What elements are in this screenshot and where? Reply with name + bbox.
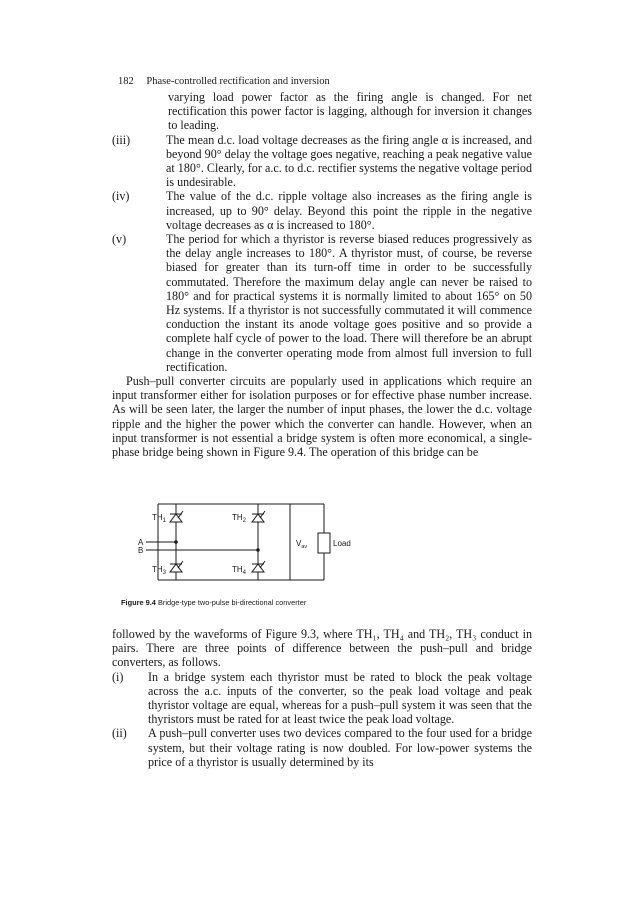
list-item: [112, 232, 532, 374]
bridge-circuit-diagram: [112, 498, 532, 598]
list-item-label: (v): [112, 232, 127, 247]
list-item: [112, 189, 532, 232]
input-a-label: A: [138, 538, 144, 547]
load-resistor: [318, 533, 330, 553]
top-text-block: [112, 90, 532, 459]
body-paragraph: Push–pull converter circuits are popularly used in applications which require an input transformer either for isolation purposes or for effective phase number increase. As will be seen later, the larger the number of input phases, the lower the d.c. voltage ripple and the higher the power which the converter can handle. However, when an input transformer is not essential a bridge system is often more economical, a single-phase bridge being shown in Figure 9.4. The operation of this bridge can be: [112, 374, 532, 460]
list-item-label: (iii): [112, 132, 131, 147]
list-item-text: The value of the d.c. ripple voltage also increases as the firing angle is increased, up to 90° delay. Beyond this point the ripple in the negative voltage decreases as α is increased to 180°.: [166, 189, 532, 232]
th1-label: $TH_1$: [152, 513, 167, 524]
load-label: Load: [333, 539, 351, 548]
list-item: [112, 670, 532, 727]
list-item-label: (iv): [112, 189, 130, 204]
list-item: [112, 726, 532, 769]
figure-caption-text: Bridge-type two-pulse bi-directional converter: [157, 598, 307, 607]
list-item-text: The period for which a thyristor is reverse biased reduces progressively as the delay angle increases to 180°. A thyristor must, of course, be reverse biased for greater than its turn-off time in order to be successfully commutated. Therefore the maximum delay angle can never be raised to 180° and for practical systems it is normally limited to about 165° on 50 Hz systems. If a thyristor is not successfully commutated it will commence conduction the instant its anode voltage goes positive and so provide a complete half cycle of power to the load. There will therefore be an abrupt change in the converter operating mode from almost full inversion to full rectification.: [166, 232, 532, 374]
th2-label: $TH_2$: [232, 513, 247, 524]
list-item-label: (ii): [112, 726, 127, 741]
th3-label: $TH_3$: [152, 565, 167, 576]
input-b-label: B: [138, 546, 144, 555]
th4-label: $TH_4$: [232, 565, 247, 576]
page-number: 182: [118, 76, 134, 87]
vav-label: $V_{av}$: [296, 539, 308, 550]
continued-paragraph: varying load power factor as the firing angle is changed. For net rectification this power factor is lagging, although for inversion it changes to leading.: [168, 90, 532, 133]
figure-caption: [121, 598, 541, 607]
bottom-text-block: [112, 627, 532, 769]
list-item-text: The mean d.c. load voltage decreases as the firing angle α is increased, and beyond 90° delay the voltage goes negative, reaching a peak negative value at 180°. Clearly, for a.c. to d.c. rectifier systems the negative voltage period is undesirable.: [166, 132, 532, 190]
list-item-label: (i): [112, 669, 124, 684]
running-title: Phase-controlled rectification and inversion: [146, 76, 330, 87]
list-item: [112, 133, 532, 190]
list-item-text: In a bridge system each thyristor must be rated to block the peak voltage across the a.c. inputs of the converter, so the peak load voltage and peak thyristor voltage are equal, whereas for a push–pull system it was seen that the thyristors must be rated for at least twice the peak load voltage.: [148, 669, 532, 727]
body-paragraph: followed by the waveforms of Figure 9.3, where TH₁, TH₄ and TH₂, TH₃ conduct in pairs. There are three points of difference between the push–pull and bridge converters, as follows.: [112, 627, 532, 670]
figure-number: Figure 9.4: [121, 598, 156, 607]
list-item-text: A push–pull converter uses two devices compared to the four used for a bridge system, but their voltage rating is now doubled. For low-power systems the price of a thyristor is usually determined by its: [148, 726, 532, 769]
bridge-circuit-figure: [112, 498, 532, 598]
running-header: [118, 76, 538, 87]
